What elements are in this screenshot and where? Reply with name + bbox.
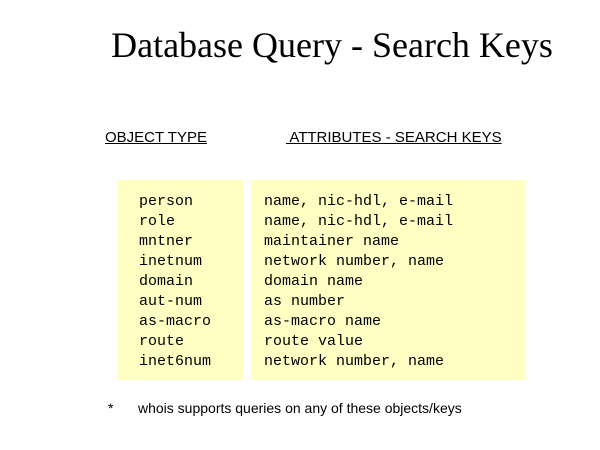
object-type-item: domain [139,273,194,290]
search-key-item: name, nic-hdl, e-mail [264,193,454,210]
footnote [108,400,462,416]
search-key-item: name, nic-hdl, e-mail [264,213,454,230]
object-type-list [139,192,211,372]
search-key-item: network number, name [264,353,445,370]
object-type-item: as-macro [139,313,212,330]
object-type-item: aut-num [139,293,203,310]
search-key-item: network number, name [264,253,445,270]
search-key-item: as number [264,293,346,310]
object-type-header: OBJECT TYPE [105,129,207,146]
attributes-header: ATTRIBUTES - SEARCH KEYS [286,129,502,146]
footnote-text: whois supports queries on any of these objects/keys [138,400,462,416]
object-type-item: role [139,213,176,230]
search-key-item: domain name [264,273,364,290]
object-type-item: inet6num [139,353,212,370]
object-type-item: inetnum [139,253,203,270]
object-type-box [117,180,243,380]
search-keys-box [251,180,525,380]
search-key-item: route value [264,333,364,350]
object-type-item: person [139,193,194,210]
slide-title: Database Query - Search Keys [111,25,553,65]
footnote-marker: * [108,400,114,416]
search-key-item: as-macro name [264,313,382,330]
search-keys-list [264,192,453,372]
object-type-item: route [139,333,185,350]
search-key-item: maintainer name [264,233,400,250]
object-type-item: mntner [139,233,194,250]
